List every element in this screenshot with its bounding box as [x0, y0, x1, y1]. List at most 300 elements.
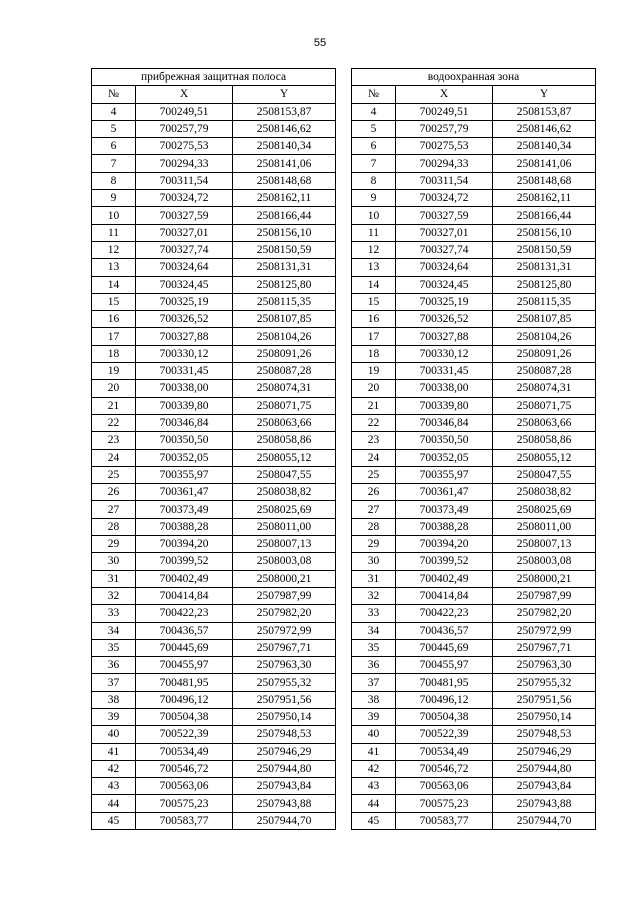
point-number: 4 — [352, 103, 396, 120]
coord-y: 2508074,31 — [493, 380, 596, 397]
coord-x: 700481,95 — [136, 674, 233, 691]
point-number: 31 — [92, 570, 136, 587]
table-row — [92, 345, 336, 362]
point-number: 27 — [92, 501, 136, 518]
point-number: 12 — [92, 241, 136, 258]
table-title-row — [92, 69, 336, 86]
coord-y: 2508153,87 — [233, 103, 336, 120]
coord-x: 700414,84 — [396, 587, 493, 604]
table-row — [352, 570, 596, 587]
table-row — [92, 328, 336, 345]
point-number: 37 — [92, 674, 136, 691]
coord-x: 700325,19 — [396, 293, 493, 310]
coord-y: 2508038,82 — [493, 484, 596, 501]
point-number: 24 — [352, 449, 396, 466]
table-row — [352, 587, 596, 604]
coord-x: 700325,19 — [136, 293, 233, 310]
point-number: 43 — [352, 778, 396, 795]
coord-y: 2508000,21 — [493, 570, 596, 587]
table-row — [352, 466, 596, 483]
coord-y: 2508140,34 — [233, 138, 336, 155]
table-row — [352, 760, 596, 777]
point-number: 35 — [352, 639, 396, 656]
coord-y: 2507946,29 — [493, 743, 596, 760]
coord-x: 700294,33 — [136, 155, 233, 172]
coord-y: 2508003,08 — [493, 553, 596, 570]
table-row — [92, 155, 336, 172]
coord-x: 700436,57 — [396, 622, 493, 639]
table-row — [92, 726, 336, 743]
table-row — [352, 708, 596, 725]
table-row — [352, 190, 596, 207]
point-number: 9 — [352, 190, 396, 207]
coord-y: 2508107,85 — [233, 311, 336, 328]
point-number: 42 — [352, 760, 396, 777]
point-number: 31 — [352, 570, 396, 587]
table-row — [92, 224, 336, 241]
table-row — [92, 518, 336, 535]
table-header-row — [92, 86, 336, 103]
table-row — [352, 293, 596, 310]
point-number: 18 — [352, 345, 396, 362]
point-number: 15 — [92, 293, 136, 310]
table-row — [92, 605, 336, 622]
coord-x: 700275,53 — [136, 138, 233, 155]
header-number: № — [92, 86, 136, 103]
coord-x: 700330,12 — [396, 345, 493, 362]
table-row — [352, 276, 596, 293]
point-number: 8 — [352, 172, 396, 189]
table-row — [352, 518, 596, 535]
point-number: 25 — [92, 466, 136, 483]
table-row — [352, 622, 596, 639]
coord-y: 2507948,53 — [493, 726, 596, 743]
coord-x: 700350,50 — [396, 432, 493, 449]
point-number: 29 — [92, 536, 136, 553]
table-row — [352, 363, 596, 380]
coord-y: 2507955,32 — [233, 674, 336, 691]
point-number: 28 — [92, 518, 136, 535]
table-row — [352, 207, 596, 224]
coord-y: 2508141,06 — [233, 155, 336, 172]
coord-x: 700583,77 — [396, 812, 493, 829]
table-row — [352, 224, 596, 241]
point-number: 34 — [352, 622, 396, 639]
point-number: 14 — [352, 276, 396, 293]
coord-y: 2507943,88 — [233, 795, 336, 812]
table-row — [352, 432, 596, 449]
coord-y: 2508107,85 — [493, 311, 596, 328]
coord-x: 700373,49 — [136, 501, 233, 518]
table-row — [92, 172, 336, 189]
coord-x: 700275,53 — [396, 138, 493, 155]
table-row — [92, 103, 336, 120]
coord-y: 2508166,44 — [493, 207, 596, 224]
coord-x: 700326,52 — [396, 311, 493, 328]
coord-y: 2507972,99 — [493, 622, 596, 639]
coord-y: 2508156,10 — [493, 224, 596, 241]
point-number: 28 — [352, 518, 396, 535]
point-number: 7 — [352, 155, 396, 172]
table-row — [92, 414, 336, 431]
table-row — [92, 743, 336, 760]
coord-y: 2507950,14 — [233, 708, 336, 725]
point-number: 42 — [92, 760, 136, 777]
coord-y: 2507987,99 — [493, 587, 596, 604]
coord-x: 700534,49 — [136, 743, 233, 760]
coord-x: 700249,51 — [136, 103, 233, 120]
coord-x: 700504,38 — [396, 708, 493, 725]
table-row — [92, 622, 336, 639]
table-row — [352, 605, 596, 622]
coord-y: 2507951,56 — [493, 691, 596, 708]
point-number: 13 — [352, 259, 396, 276]
coord-y: 2508125,80 — [233, 276, 336, 293]
table-row — [352, 743, 596, 760]
point-number: 23 — [92, 432, 136, 449]
coord-x: 700436,57 — [136, 622, 233, 639]
coord-x: 700546,72 — [396, 760, 493, 777]
coord-y: 2508058,86 — [493, 432, 596, 449]
coord-x: 700346,84 — [396, 414, 493, 431]
point-number: 16 — [92, 311, 136, 328]
point-number: 20 — [352, 380, 396, 397]
coastal-protection-strip-table — [91, 68, 336, 830]
coord-x: 700294,33 — [396, 155, 493, 172]
table-row — [352, 155, 596, 172]
table-row — [352, 639, 596, 656]
coord-y: 2507955,32 — [493, 674, 596, 691]
point-number: 6 — [352, 138, 396, 155]
coord-x: 700327,88 — [396, 328, 493, 345]
coord-y: 2508104,26 — [493, 328, 596, 345]
coord-y: 2507972,99 — [233, 622, 336, 639]
point-number: 38 — [352, 691, 396, 708]
point-number: 33 — [352, 605, 396, 622]
coord-x: 700394,20 — [136, 536, 233, 553]
table-row — [92, 190, 336, 207]
coord-y: 2508047,55 — [493, 466, 596, 483]
coord-y: 2507982,20 — [233, 605, 336, 622]
coord-x: 700311,54 — [136, 172, 233, 189]
coord-x: 700327,01 — [136, 224, 233, 241]
coord-x: 700575,23 — [136, 795, 233, 812]
coord-y: 2508087,28 — [233, 363, 336, 380]
point-number: 15 — [352, 293, 396, 310]
point-number: 12 — [352, 241, 396, 258]
coord-x: 700445,69 — [396, 639, 493, 656]
table-row — [352, 657, 596, 674]
coord-x: 700339,80 — [396, 397, 493, 414]
table-row — [352, 414, 596, 431]
coord-y: 2508063,66 — [493, 414, 596, 431]
table-row — [92, 466, 336, 483]
point-number: 41 — [92, 743, 136, 760]
coord-x: 700402,49 — [136, 570, 233, 587]
coord-y: 2508148,68 — [233, 172, 336, 189]
table-row — [352, 311, 596, 328]
point-number: 35 — [92, 639, 136, 656]
coord-y: 2508071,75 — [233, 397, 336, 414]
coord-y: 2507944,80 — [233, 760, 336, 777]
coord-x: 700352,05 — [396, 449, 493, 466]
coord-x: 700324,64 — [136, 259, 233, 276]
coord-x: 700346,84 — [136, 414, 233, 431]
point-number: 20 — [92, 380, 136, 397]
point-number: 9 — [92, 190, 136, 207]
coord-y: 2508047,55 — [233, 466, 336, 483]
coord-y: 2508003,08 — [233, 553, 336, 570]
coord-y: 2508011,00 — [233, 518, 336, 535]
header-x: X — [136, 86, 233, 103]
coord-y: 2507944,70 — [493, 812, 596, 829]
coord-x: 700324,64 — [396, 259, 493, 276]
table-row — [352, 484, 596, 501]
coord-x: 700327,74 — [136, 241, 233, 258]
coord-x: 700481,95 — [396, 674, 493, 691]
coord-y: 2508104,26 — [233, 328, 336, 345]
table-row — [352, 241, 596, 258]
coord-y: 2508162,11 — [493, 190, 596, 207]
coord-y: 2508087,28 — [493, 363, 596, 380]
table-row — [92, 778, 336, 795]
point-number: 13 — [92, 259, 136, 276]
table-row — [92, 241, 336, 258]
coord-y: 2508162,11 — [233, 190, 336, 207]
coord-y: 2508007,13 — [233, 536, 336, 553]
table-row — [352, 726, 596, 743]
coord-x: 700504,38 — [136, 708, 233, 725]
coord-x: 700330,12 — [136, 345, 233, 362]
coord-y: 2507987,99 — [233, 587, 336, 604]
table-row — [92, 432, 336, 449]
point-number: 27 — [352, 501, 396, 518]
coord-x: 700331,45 — [396, 363, 493, 380]
point-number: 44 — [352, 795, 396, 812]
point-number: 45 — [352, 812, 396, 829]
coord-x: 700399,52 — [396, 553, 493, 570]
point-number: 30 — [92, 553, 136, 570]
coord-y: 2508091,26 — [233, 345, 336, 362]
table-row — [92, 639, 336, 656]
table-row — [352, 501, 596, 518]
point-number: 23 — [352, 432, 396, 449]
coord-y: 2508074,31 — [233, 380, 336, 397]
coord-y: 2508146,62 — [493, 120, 596, 137]
table-row — [352, 812, 596, 829]
table-row — [352, 449, 596, 466]
point-number: 17 — [352, 328, 396, 345]
table-row — [92, 449, 336, 466]
page-number: 55 — [313, 37, 327, 49]
coord-x: 700563,06 — [136, 778, 233, 795]
coord-y: 2508131,31 — [493, 259, 596, 276]
point-number: 40 — [352, 726, 396, 743]
table-row — [92, 657, 336, 674]
coord-y: 2508055,12 — [493, 449, 596, 466]
coord-x: 700496,12 — [136, 691, 233, 708]
coord-x: 700338,00 — [136, 380, 233, 397]
table-row — [92, 691, 336, 708]
table-row — [92, 501, 336, 518]
point-number: 30 — [352, 553, 396, 570]
coord-x: 700402,49 — [396, 570, 493, 587]
header-y: Y — [493, 86, 596, 103]
coord-y: 2507963,30 — [493, 657, 596, 674]
coord-y: 2507950,14 — [493, 708, 596, 725]
point-number: 37 — [352, 674, 396, 691]
coord-y: 2507951,56 — [233, 691, 336, 708]
coord-x: 700546,72 — [136, 760, 233, 777]
point-number: 11 — [352, 224, 396, 241]
coord-x: 700339,80 — [136, 397, 233, 414]
header-y: Y — [233, 86, 336, 103]
coord-x: 700327,01 — [396, 224, 493, 241]
coord-y: 2508058,86 — [233, 432, 336, 449]
table-row — [352, 138, 596, 155]
table-row — [92, 397, 336, 414]
table-row — [92, 674, 336, 691]
table-row — [352, 328, 596, 345]
coord-x: 700311,54 — [396, 172, 493, 189]
coord-y: 2508011,00 — [493, 518, 596, 535]
table-row — [92, 812, 336, 829]
point-number: 36 — [92, 657, 136, 674]
coord-x: 700394,20 — [396, 536, 493, 553]
point-number: 43 — [92, 778, 136, 795]
point-number: 40 — [92, 726, 136, 743]
table-row — [92, 708, 336, 725]
coord-x: 700324,72 — [136, 190, 233, 207]
coord-x: 700455,97 — [396, 657, 493, 674]
coord-x: 700327,59 — [396, 207, 493, 224]
table-row — [92, 311, 336, 328]
table-row — [352, 172, 596, 189]
point-number: 44 — [92, 795, 136, 812]
coord-x: 700327,59 — [136, 207, 233, 224]
coord-y: 2507943,88 — [493, 795, 596, 812]
table-row — [92, 276, 336, 293]
point-number: 45 — [92, 812, 136, 829]
coord-y: 2508125,80 — [493, 276, 596, 293]
coord-y: 2508166,44 — [233, 207, 336, 224]
table-row — [92, 587, 336, 604]
table-title: водоохранная зона — [352, 69, 596, 86]
water-protection-zone-table — [351, 68, 596, 830]
coord-x: 700338,00 — [396, 380, 493, 397]
coord-x: 700422,23 — [396, 605, 493, 622]
table-row — [352, 103, 596, 120]
coord-y: 2508025,69 — [493, 501, 596, 518]
coord-y: 2508055,12 — [233, 449, 336, 466]
point-number: 22 — [92, 414, 136, 431]
coord-y: 2508156,10 — [233, 224, 336, 241]
point-number: 21 — [352, 397, 396, 414]
point-number: 32 — [92, 587, 136, 604]
coord-y: 2507948,53 — [233, 726, 336, 743]
coord-x: 700331,45 — [136, 363, 233, 380]
coord-y: 2508115,35 — [493, 293, 596, 310]
coord-x: 700361,47 — [396, 484, 493, 501]
table-row — [92, 138, 336, 155]
coord-y: 2508146,62 — [233, 120, 336, 137]
point-number: 26 — [92, 484, 136, 501]
coord-x: 700327,74 — [396, 241, 493, 258]
table-row — [92, 363, 336, 380]
coord-x: 700355,97 — [396, 466, 493, 483]
coord-x: 700324,45 — [396, 276, 493, 293]
point-number: 39 — [352, 708, 396, 725]
table-row — [92, 760, 336, 777]
coord-x: 700326,52 — [136, 311, 233, 328]
point-number: 26 — [352, 484, 396, 501]
coord-x: 700324,45 — [136, 276, 233, 293]
coord-y: 2508038,82 — [233, 484, 336, 501]
coord-y: 2508071,75 — [493, 397, 596, 414]
table-row — [92, 259, 336, 276]
coord-x: 700361,47 — [136, 484, 233, 501]
coord-x: 700422,23 — [136, 605, 233, 622]
table-row — [92, 484, 336, 501]
coord-y: 2508141,06 — [493, 155, 596, 172]
coord-x: 700388,28 — [396, 518, 493, 535]
table-row — [92, 536, 336, 553]
coord-y: 2507943,84 — [493, 778, 596, 795]
coord-y: 2508063,66 — [233, 414, 336, 431]
table-row — [352, 536, 596, 553]
table-row — [352, 380, 596, 397]
coord-y: 2508150,59 — [233, 241, 336, 258]
point-number: 7 — [92, 155, 136, 172]
point-number: 41 — [352, 743, 396, 760]
table-header-row — [352, 86, 596, 103]
table-row — [352, 674, 596, 691]
point-number: 10 — [352, 207, 396, 224]
table-row — [352, 795, 596, 812]
coord-x: 700350,50 — [136, 432, 233, 449]
point-number: 38 — [92, 691, 136, 708]
table-row — [92, 795, 336, 812]
table-row — [352, 259, 596, 276]
table-row — [352, 691, 596, 708]
point-number: 25 — [352, 466, 396, 483]
coord-x: 700414,84 — [136, 587, 233, 604]
point-number: 24 — [92, 449, 136, 466]
point-number: 18 — [92, 345, 136, 362]
coord-x: 700575,23 — [396, 795, 493, 812]
point-number: 5 — [352, 120, 396, 137]
coord-x: 700352,05 — [136, 449, 233, 466]
point-number: 21 — [92, 397, 136, 414]
coord-y: 2507943,84 — [233, 778, 336, 795]
coord-x: 700583,77 — [136, 812, 233, 829]
coord-y: 2508131,31 — [233, 259, 336, 276]
coord-x: 700324,72 — [396, 190, 493, 207]
coord-x: 700522,39 — [396, 726, 493, 743]
table-row — [352, 345, 596, 362]
point-number: 36 — [352, 657, 396, 674]
table-row — [352, 120, 596, 137]
coord-x: 700399,52 — [136, 553, 233, 570]
table-row — [352, 397, 596, 414]
point-number: 39 — [92, 708, 136, 725]
point-number: 19 — [92, 363, 136, 380]
table-title: прибрежная защитная полоса — [92, 69, 336, 86]
coord-y: 2508150,59 — [493, 241, 596, 258]
header-number: № — [352, 86, 396, 103]
coord-x: 700455,97 — [136, 657, 233, 674]
table-row — [92, 380, 336, 397]
